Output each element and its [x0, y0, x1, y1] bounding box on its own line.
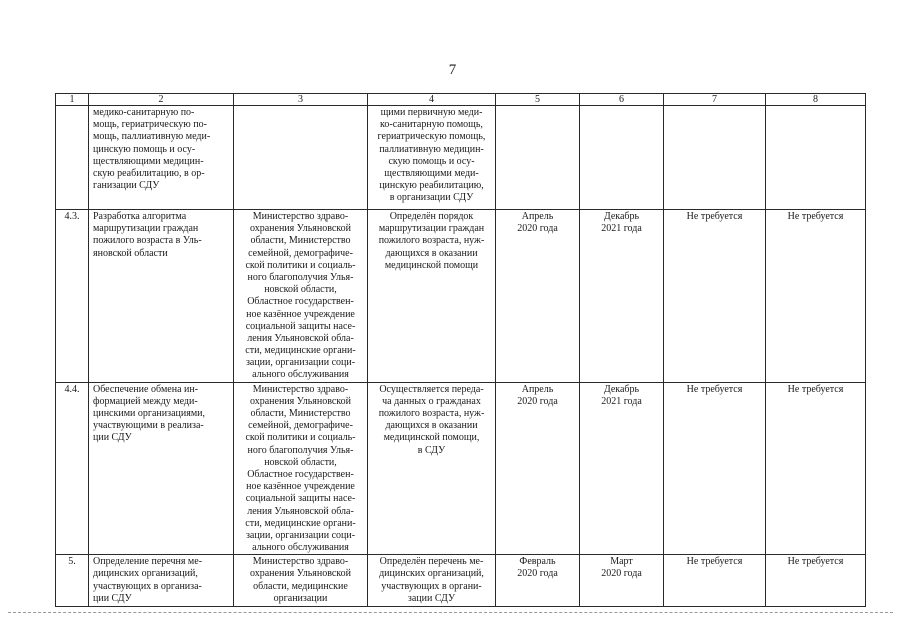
measures-table	[55, 93, 866, 607]
item-number-cell	[56, 106, 89, 210]
start-date-cell	[496, 106, 580, 210]
cell-line: участвующими в реализа-	[93, 420, 204, 432]
cell-line: цинскую помощь и осу-	[93, 143, 196, 155]
item-number-cell: 5.	[56, 555, 89, 607]
responsible-cell	[234, 382, 368, 555]
measure-name-cell	[89, 382, 234, 555]
cell-line: ции СДУ	[93, 432, 132, 444]
header-cell: 3	[234, 94, 368, 106]
cell-line: семейной, демографиче-	[248, 420, 353, 432]
cell-line: Определён перечень ме-	[379, 556, 484, 568]
cell-line: охранения Ульяновской	[249, 223, 352, 235]
table-body	[56, 94, 866, 607]
cell-line: медико-санитарную по-	[93, 107, 195, 118]
header-cell: 5	[496, 94, 580, 106]
cell-line: Разработка алгоритма	[93, 211, 187, 222]
responsible-cell	[234, 555, 368, 607]
cell-line: цинскими организациями,	[93, 408, 205, 419]
page-number: 7	[448, 62, 457, 78]
cell-line: семейной, демографиче-	[248, 247, 353, 259]
cell-line: Декабрь	[603, 383, 640, 395]
cell-line: области, Министерство	[250, 235, 351, 247]
table-row	[56, 382, 866, 555]
cell-line: Министерство здраво-	[252, 383, 349, 395]
cell-line: скую помощь и осу-	[388, 155, 475, 167]
cell-line: маршрутизации граждан	[93, 223, 199, 235]
cell-line: цинскую реабилитацию,	[379, 180, 484, 192]
cell-line: области, медицинские	[253, 580, 348, 592]
result-cell	[368, 210, 496, 383]
measure-name-cell	[89, 210, 234, 383]
cell-line: яновской области	[93, 247, 168, 259]
cell-line: Апрель	[521, 383, 554, 395]
cell-line: в организации СДУ	[389, 192, 474, 204]
table-row	[56, 555, 866, 607]
cell-line: охранения Ульяновской	[249, 395, 352, 407]
cell-line: участвующих в органи-	[381, 580, 482, 592]
cell-line: ального обслуживания	[252, 542, 349, 554]
table-row	[56, 106, 866, 210]
cell-line: дающихся в оказании	[385, 247, 478, 259]
header-row	[56, 94, 866, 106]
result-cell	[368, 555, 496, 607]
start-date-cell	[496, 555, 580, 607]
funding-cell: Не требуется	[664, 382, 766, 555]
cell-line: Осуществляется переда-	[379, 383, 484, 395]
end-date-cell	[580, 382, 664, 555]
cell-line: медицинской помощи,	[383, 432, 480, 444]
cell-line: Министерство здраво-	[252, 556, 349, 568]
cell-line: дицинских организаций,	[93, 568, 198, 580]
header-cell: 2	[89, 94, 234, 106]
cell-line: ное казённое учреждение	[246, 481, 355, 493]
cell-line: Областное государствен-	[247, 468, 354, 480]
cell-line: 2020 года	[601, 568, 642, 580]
cell-line: ное казённое учреждение	[246, 308, 355, 320]
cell-line: ской политики и социаль-	[245, 432, 356, 444]
cell-line: организации	[273, 592, 328, 604]
header-cell: 4	[368, 94, 496, 106]
header-cell: 8	[766, 94, 866, 106]
cell-line: 2021 года	[601, 395, 642, 407]
cell-line: Определён порядок	[389, 211, 474, 222]
note-cell: Не требуется	[766, 382, 866, 555]
start-date-cell	[496, 382, 580, 555]
cell-line: сти, медицинские органи-	[245, 345, 356, 357]
cell-line: ганизации СДУ	[93, 180, 160, 192]
start-date-cell	[496, 210, 580, 383]
note-cell	[766, 106, 866, 210]
item-number-cell: 4.4.	[56, 382, 89, 555]
cell-line: гериатрическую помощь,	[377, 131, 486, 143]
funding-cell: Не требуется	[664, 555, 766, 607]
cell-line: формацией между меди-	[93, 395, 198, 407]
cell-line: Март	[610, 556, 633, 568]
cell-line: новской области,	[264, 284, 337, 296]
header-cell: 6	[580, 94, 664, 106]
cell-line: пожилого возраста, нуж-	[378, 408, 485, 419]
header-cell: 1	[56, 94, 89, 106]
cell-line: ления Ульяновской обла-	[247, 505, 354, 517]
cell-line: новской области,	[264, 456, 337, 468]
responsible-cell	[234, 106, 368, 210]
cell-line: сти, медицинские органи-	[245, 517, 356, 529]
cell-line: щими первичную меди-	[380, 107, 483, 118]
header-cell: 7	[664, 94, 766, 106]
end-date-cell	[580, 210, 664, 383]
cell-line: Министерство здраво-	[252, 211, 349, 222]
cell-line: Областное государствен-	[247, 296, 354, 308]
cell-line: в СДУ	[417, 444, 446, 456]
table-row	[56, 210, 866, 383]
cell-line: 2021 года	[601, 223, 642, 235]
cell-line: Апрель	[521, 211, 554, 222]
cell-line: ществляющими меди-	[384, 167, 479, 179]
cell-line: ального обслуживания	[252, 369, 349, 381]
cell-line: зации, организации соци-	[245, 357, 356, 369]
note-cell: Не требуется	[766, 555, 866, 607]
cell-line: ществляющими медицин-	[93, 155, 204, 167]
cell-line: ко-санитарную помощь,	[380, 119, 483, 131]
cell-line: охранения Ульяновской	[249, 568, 352, 580]
responsible-cell	[234, 210, 368, 383]
cell-line: Обеспечение обмена ин-	[93, 383, 199, 395]
funding-cell	[664, 106, 766, 210]
cell-line: маршрутизации граждан	[378, 223, 485, 235]
result-cell	[368, 106, 496, 210]
cell-line: области, Министерство	[250, 408, 351, 419]
cell-line: участвующих в организа-	[93, 580, 202, 592]
page-cut-line	[8, 612, 893, 613]
measure-name-cell	[89, 555, 234, 607]
cell-line: скую реабилитацию, в ор-	[93, 167, 205, 179]
cell-line: зации, организации соци-	[245, 529, 356, 541]
cell-line: зации СДУ	[407, 592, 456, 604]
cell-line: 2020 года	[517, 223, 558, 235]
cell-line: 2020 года	[517, 395, 558, 407]
cell-line: ской политики и социаль-	[245, 259, 356, 271]
cell-line: социальной защиты насе-	[245, 493, 356, 505]
cell-line: ции СДУ	[93, 592, 132, 604]
cell-line: ного благополучия Улья-	[247, 444, 354, 456]
cell-line: Декабрь	[603, 211, 640, 222]
cell-line: мощь, гериатрическую по-	[93, 119, 207, 131]
cell-line: паллиативную медицин-	[379, 143, 484, 155]
item-number-cell: 4.3.	[56, 210, 89, 383]
cell-line: Февраль	[519, 556, 556, 568]
cell-line: 2020 года	[517, 568, 558, 580]
cell-line: мощь, паллиативную меди-	[93, 131, 211, 143]
cell-line: социальной защиты насе-	[245, 320, 356, 332]
cell-line: дающихся в оказании	[385, 420, 478, 432]
cell-line: медицинской помощи	[384, 259, 479, 271]
end-date-cell	[580, 106, 664, 210]
note-cell: Не требуется	[766, 210, 866, 383]
end-date-cell	[580, 555, 664, 607]
cell-line: дицинских организаций,	[379, 568, 484, 580]
cell-line: ного благополучия Улья-	[247, 271, 354, 283]
result-cell	[368, 382, 496, 555]
cell-line: пожилого возраста в Уль-	[93, 235, 202, 247]
cell-line: пожилого возраста, нуж-	[378, 235, 485, 247]
cell-line: ча данных о гражданах	[382, 395, 481, 407]
funding-cell: Не требуется	[664, 210, 766, 383]
cell-line: Определение перечня ме-	[93, 556, 203, 568]
cell-line: ления Ульяновской обла-	[247, 332, 354, 344]
measure-name-cell	[89, 106, 234, 210]
